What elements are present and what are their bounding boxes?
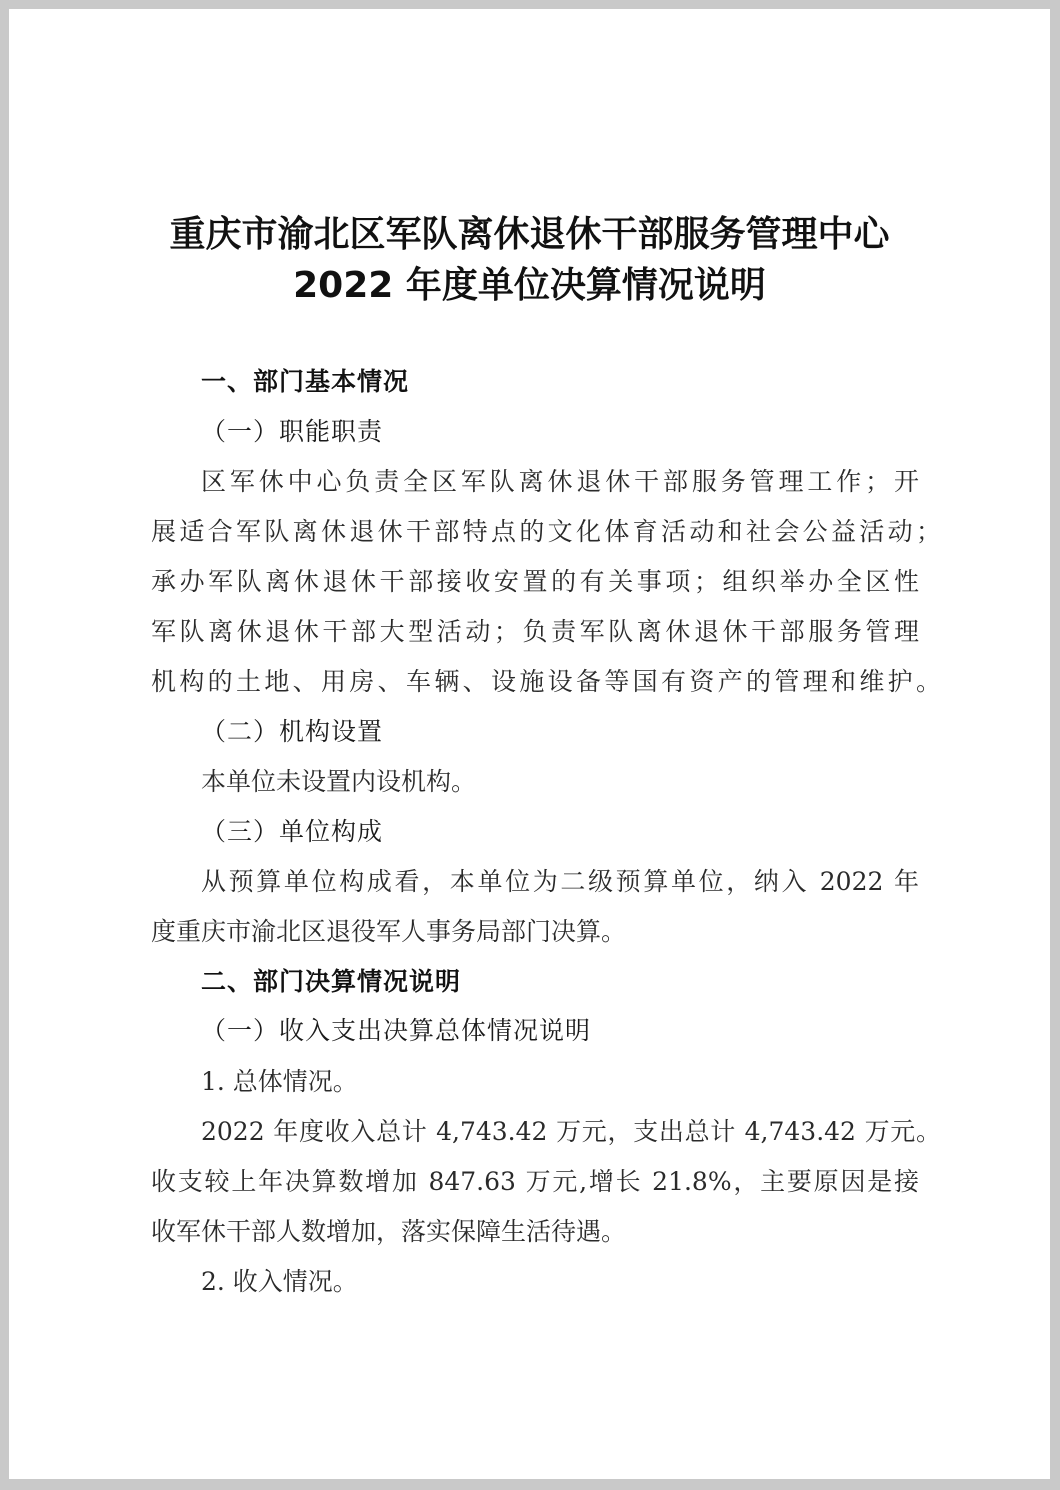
paragraph-line: 2022 年度收入总计 4,743.42 万元，支出总计 4,743.42 万元。	[201, 1117, 941, 1146]
paragraph-line: 区军休中心负责全区军队离休退休干部服务管理工作；开	[201, 467, 919, 496]
paragraph-line: 度重庆市渝北区退役军人事务局部门决算。	[151, 917, 627, 946]
paragraph-line: 收军休干部人数增加，落实保障生活待遇。	[151, 1217, 627, 1246]
paragraph-line: 收支较上年决算数增加 847.63 万元,增长 21.8%，主要原因是接	[151, 1167, 919, 1196]
paragraph-line: 机构的土地、用房、车辆、设施设备等国有资产的管理和维护。	[151, 667, 941, 696]
section2-sub1-heading: （一）收入支出决算总体情况说明	[201, 1016, 592, 1045]
paragraph-line: 承办军队离休退休干部接收安置的有关事项；组织举办全区性	[151, 567, 919, 596]
section2-heading: 二、部门决算情况说明	[201, 967, 462, 996]
section1-sub3-heading: （三）单位构成	[201, 817, 384, 846]
paragraph-line: 本单位未设置内设机构。	[201, 767, 477, 796]
paragraph-line: 展适合军队离休退休干部特点的文化体育活动和社会公益活动；	[151, 517, 941, 546]
item1-heading: 1. 总体情况。	[201, 1067, 358, 1096]
section1-heading: 一、部门基本情况	[201, 367, 410, 396]
item2-heading: 2. 收入情况。	[201, 1267, 358, 1296]
paragraph-line: 从预算单位构成看，本单位为二级预算单位，纳入 2022 年	[201, 867, 919, 896]
section1-sub2-heading: （二）机构设置	[201, 717, 384, 746]
document-title-line2: 2022 年度单位决算情况说明	[293, 265, 766, 306]
document-page	[9, 9, 1050, 1479]
paragraph-line: 军队离休退休干部大型活动；负责军队离休退休干部服务管理	[151, 617, 919, 646]
section1-sub1-heading: （一）职能职责	[201, 417, 384, 446]
document-title-line1: 重庆市渝北区军队离休退休干部服务管理中心	[169, 214, 890, 255]
